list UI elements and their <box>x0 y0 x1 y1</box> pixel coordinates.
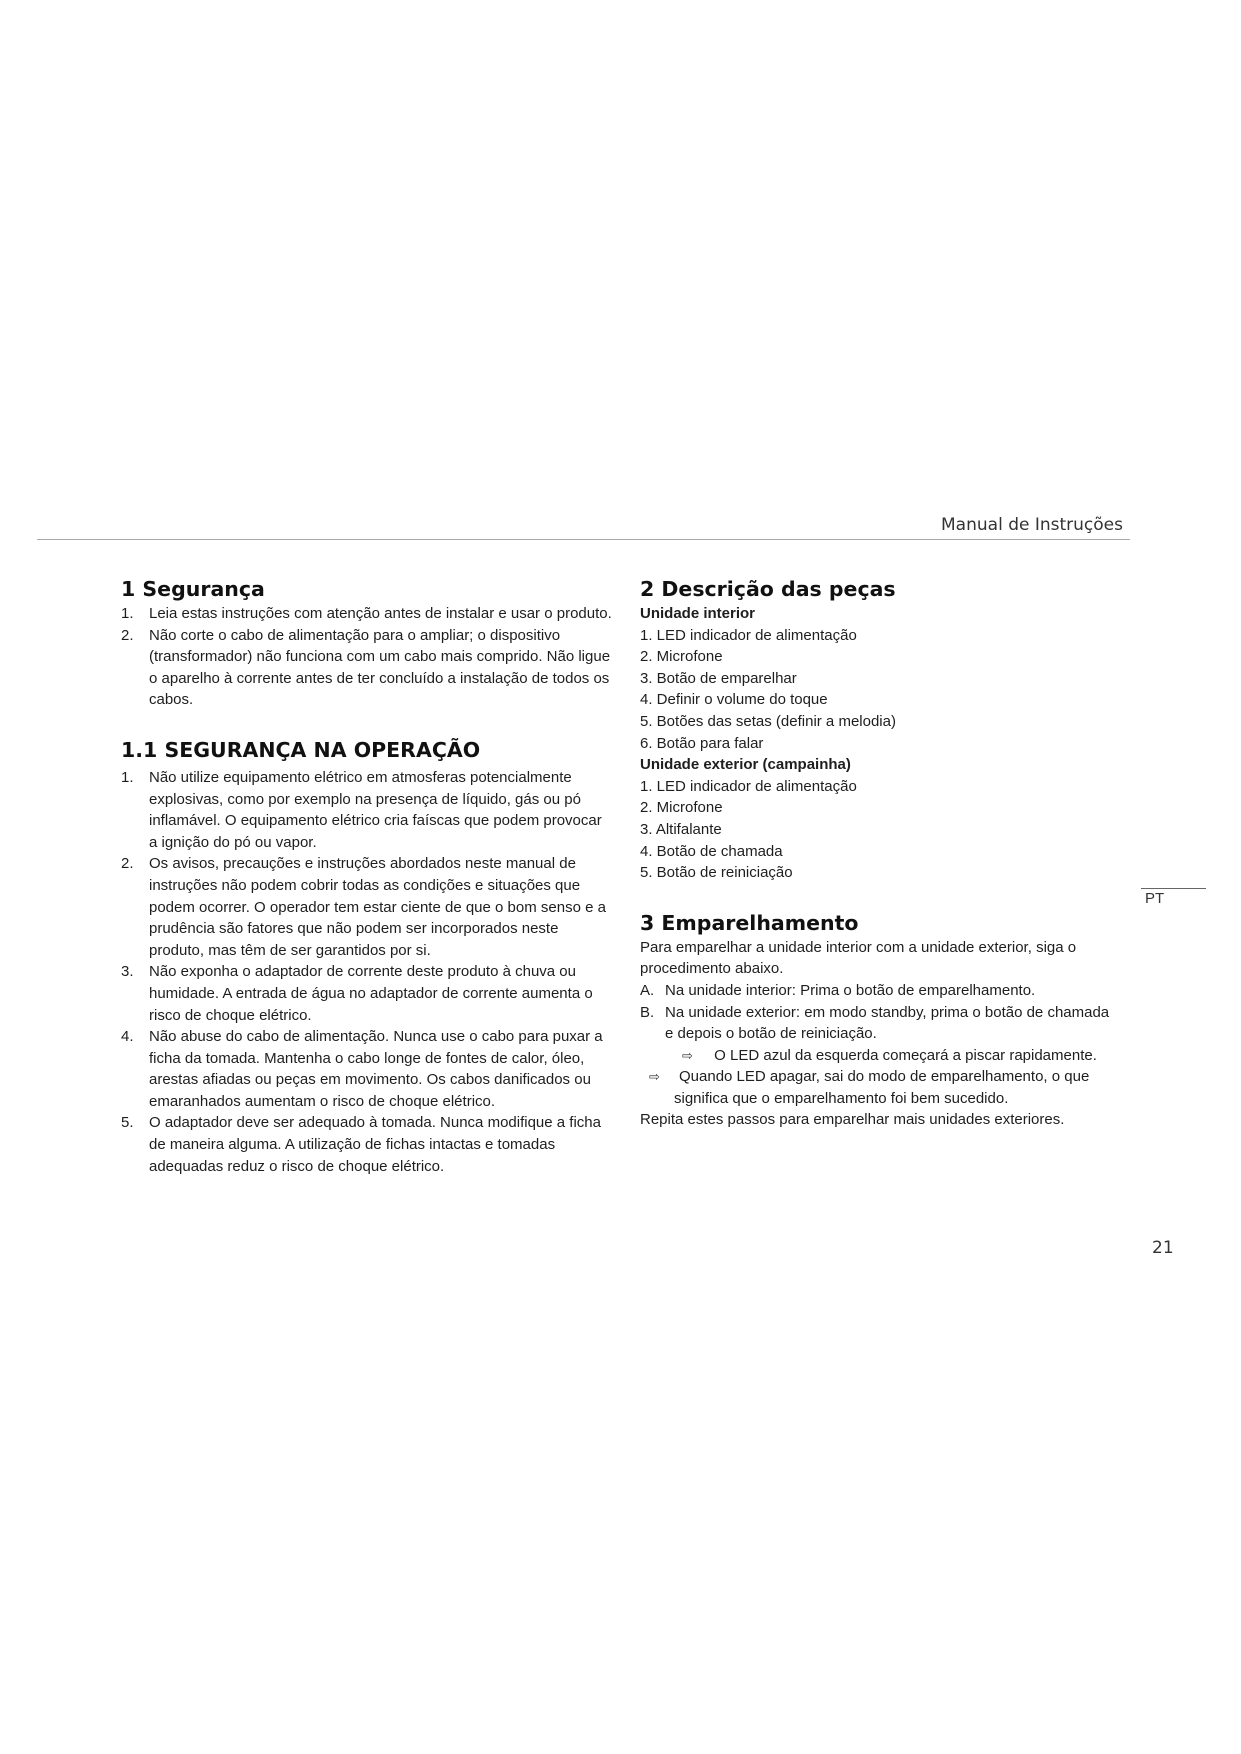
step-label: B. <box>640 1003 655 1021</box>
list-text: Não abuse do cabo de alimentação. Nunca use o cabo para puxar a ficha da tomada. Mantenha o cabo longe de fontes de calor, óleo, arestas afiadas ou peças em movimento. Os cabos danificados ou emaranhados aumentam o risco de choque elétrico. <box>149 1028 603 1110</box>
outdoor-unit-heading: Unidade exterior (campainha) <box>640 756 851 774</box>
section-title-safety: 1 Segurança <box>121 577 265 601</box>
page-number: 21 <box>1152 1238 1174 1258</box>
list-number: 1. <box>121 768 134 786</box>
list-text: Não utilize equipamento elétrico em atmosferas potencialmente explosivas, como por exemplo na presença de líquido, gás ou pó inflamável. O equipamento elétrico cria faíscas que podem provocar a ignição do pó ou vapor. <box>149 768 602 851</box>
list-item: 5. Botões das setas (definir a melodia) <box>640 712 896 730</box>
list-number: 5. <box>121 1114 134 1132</box>
manual-title: Manual de Instruções <box>941 515 1123 535</box>
language-tab-divider <box>1141 888 1206 889</box>
language-tag: PT <box>1145 890 1165 907</box>
list-item: 3. Altifalante <box>640 820 722 838</box>
list-number: 3. <box>121 963 134 981</box>
list-text: Os avisos, precauções e instruções abordados neste manual de instruções não podem cobrir todas as condições e situações que podem ocorrer. O operador tem estar ciente de que o bom senso e a prudência são fatores que não podem ser incorporados neste produto, mas têm de ser garantidos por si. <box>149 855 606 959</box>
result-text: Quando LED apagar, sai do modo de emparelhamento, o que <box>679 1068 1090 1086</box>
section-title-parts: 2 Descrição das peças <box>640 577 896 601</box>
list-item <box>121 1026 613 1112</box>
pairing-result <box>640 1066 1120 1088</box>
list-item <box>121 767 613 853</box>
list-item: 6. Botão para falar <box>640 734 764 752</box>
list-item: 5. Botão de reiniciação <box>640 864 793 882</box>
list-number: 2. <box>121 626 134 644</box>
list-item <box>121 625 613 711</box>
list-item <box>121 1112 613 1177</box>
list-item: 1. LED indicador de alimentação <box>640 777 857 795</box>
list-item: 3. Botão de emparelhar <box>640 669 797 687</box>
list-text: O adaptador deve ser adequado à tomada. Nunca modifique a ficha de maneira alguma. A utilização de fichas intactas e tomadas adequadas reduz o risco de choque elétrico. <box>149 1114 601 1175</box>
list-item: 4. Botão de chamada <box>640 842 783 860</box>
list-number: 1. <box>121 605 134 622</box>
list-text: Não exponha o adaptador de corrente deste produto à chuva ou humidade. A entrada de água no adaptador de corrente aumenta o risco de choque elétrico. <box>149 963 593 1024</box>
list-number: 4. <box>121 1028 134 1046</box>
right-column <box>640 575 1120 1131</box>
pairing-intro: Para emparelhar a unidade interior com a unidade exterior, siga o procedimento abaixo. <box>640 938 1077 978</box>
step-text: Na unidade exterior: em modo standby, prima o botão de chamada e depois o botão de reiniciação. <box>665 1003 1110 1043</box>
arrow-right-icon: ⇨ <box>682 1047 693 1063</box>
indoor-unit-heading: Unidade interior <box>640 605 756 622</box>
step-label: A. <box>640 981 655 999</box>
list-item <box>121 603 613 625</box>
step-text: Na unidade interior: Prima o botão de emparelhamento. <box>665 981 1036 999</box>
list-item <box>121 853 613 961</box>
result-text: O LED azul da esquerda começará a piscar rapidamente. <box>714 1046 1097 1064</box>
list-text: Leia estas instruções com atenção antes de instalar e usar o produto. <box>149 605 612 622</box>
list-item: 1. LED indicador de alimentação <box>640 626 857 644</box>
list-item <box>121 961 613 1026</box>
result-text-continued: significa que o emparelhamento foi bem sucedido. <box>674 1089 1009 1107</box>
list-item: 2. Microfone <box>640 648 723 666</box>
header-divider <box>37 539 1130 540</box>
list-item: 2. Microfone <box>640 799 723 817</box>
pairing-result <box>640 1045 1120 1067</box>
section-title-pairing: 3 Emparelhamento <box>640 910 859 935</box>
left-column <box>121 575 613 1177</box>
pairing-closing: Repita estes passos para emparelhar mais unidades exteriores. <box>640 1111 1065 1129</box>
list-text: Não corte o cabo de alimentação para o ampliar; o dispositivo (transformador) não funciona com um cabo mais comprido. Não ligue o aparelho à corrente antes de ter concluído a instalação de todos os cabos. <box>149 626 611 709</box>
section-title-operation-safety: 1.1 SEGURANÇA NA OPERAÇÃO <box>121 737 481 762</box>
list-item: 4. Definir o volume do toque <box>640 691 828 709</box>
arrow-right-icon: ⇨ <box>649 1069 660 1085</box>
list-number: 2. <box>121 855 134 873</box>
pairing-step <box>640 1002 1120 1045</box>
pairing-step <box>640 980 1120 1002</box>
